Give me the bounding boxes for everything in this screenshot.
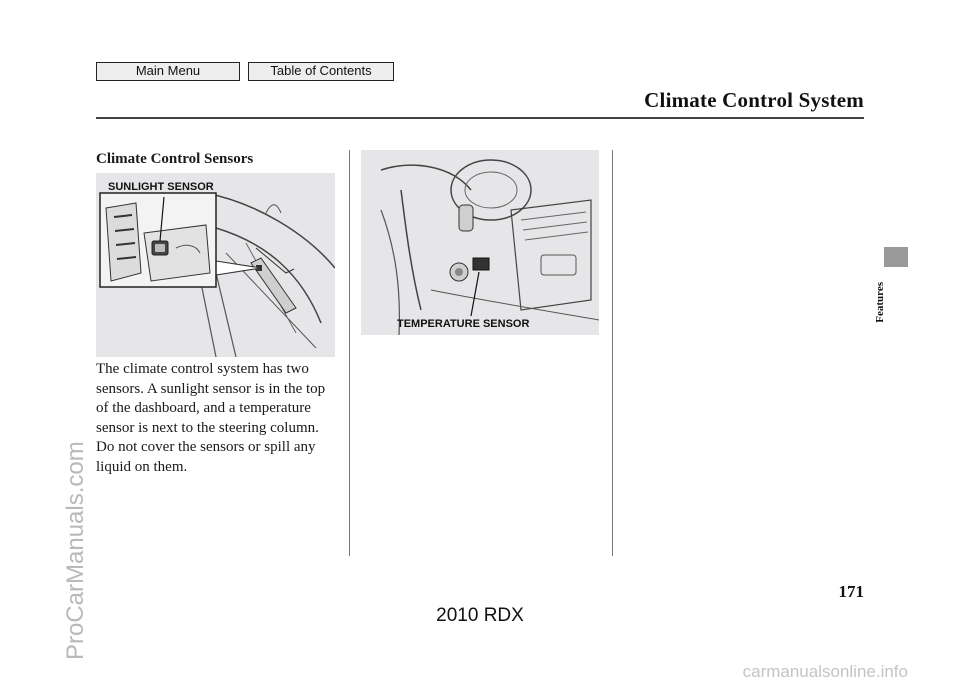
main-menu-button[interactable]: Main Menu	[96, 62, 240, 81]
temperature-sensor-illustration	[361, 150, 599, 335]
page-title: Climate Control System	[644, 88, 864, 112]
sunlight-sensor-label: SUNLIGHT SENSOR	[108, 181, 214, 193]
temperature-sensor-label: TEMPERATURE SENSOR	[397, 318, 530, 330]
column-divider-right	[612, 150, 613, 556]
section-tab-marker	[884, 247, 908, 267]
body-paragraph: The climate control system has two sensors. A sunlight sensor is in the top of the dashboard, and a temperature sensor is next to the steering column. Do not cover the sensors or spill any liquid on them.	[96, 361, 326, 475]
steering-column-drawing	[361, 150, 599, 335]
column-divider-left	[349, 150, 350, 556]
model-name: 2010 RDX	[436, 605, 524, 626]
page-number: 171	[838, 582, 864, 601]
header-divider	[96, 117, 864, 119]
table-of-contents-button[interactable]: Table of Contents	[248, 62, 394, 81]
vertical-watermark: ProCarManuals.com	[62, 441, 89, 660]
sunlight-sensor-illustration	[96, 173, 335, 357]
section-heading: Climate Control Sensors	[96, 151, 254, 167]
footer-watermark: carmanualsonline.info	[742, 662, 908, 681]
dashboard-drawing	[96, 173, 335, 357]
section-tab-label: Features	[874, 282, 886, 323]
